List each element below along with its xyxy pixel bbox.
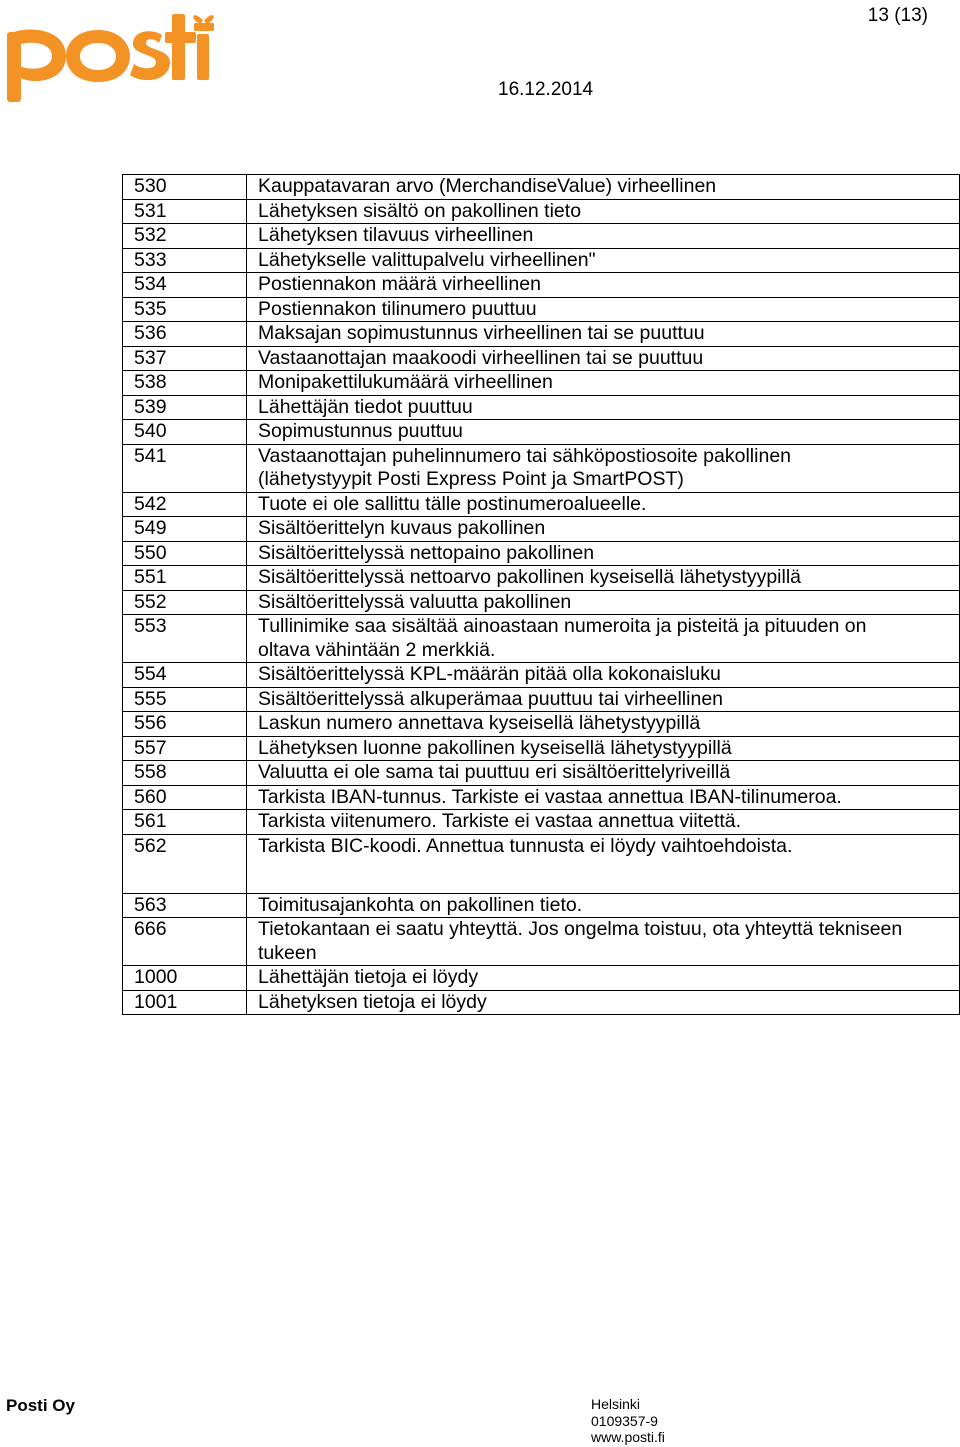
error-description: Monipakettilukumäärä virheellinen xyxy=(247,371,960,396)
table-row xyxy=(123,810,960,835)
table-row xyxy=(123,175,960,200)
error-description: Lähettäjän tiedot puuttuu xyxy=(247,395,960,420)
error-description: Lähetyksen luonne pakollinen kyseisellä lähetystyypillä xyxy=(247,736,960,761)
error-code: 532 xyxy=(123,224,247,249)
table-row xyxy=(123,541,960,566)
table-row xyxy=(123,785,960,810)
table-row xyxy=(123,918,960,966)
error-description: Maksajan sopimustunnus virheellinen tai se puuttuu xyxy=(247,322,960,347)
error-description: Sisältöerittelyssä KPL-määrän pitää olla kokonaisluku xyxy=(247,663,960,688)
document-date: 16.12.2014 xyxy=(498,79,594,100)
error-code: 531 xyxy=(123,199,247,224)
table-row xyxy=(123,346,960,371)
table-row xyxy=(123,736,960,761)
error-code: 556 xyxy=(123,712,247,737)
table-row xyxy=(123,834,960,893)
error-code: 541 xyxy=(123,444,247,492)
error-code: 549 xyxy=(123,517,247,542)
error-code: 563 xyxy=(123,893,247,918)
table-row xyxy=(123,893,960,918)
table-row xyxy=(123,712,960,737)
error-description: Sisältöerittelyssä alkuperämaa puuttuu tai virheellinen xyxy=(247,687,960,712)
error-description: Lähetyksen tilavuus virheellinen xyxy=(247,224,960,249)
error-description: Tuote ei ole sallittu tälle postinumeroalueelle. xyxy=(247,492,960,517)
table-row xyxy=(123,420,960,445)
table-row xyxy=(123,990,960,1015)
error-code: 554 xyxy=(123,663,247,688)
error-description: Laskun numero annettava kyseisellä lähetystyypillä xyxy=(247,712,960,737)
error-code: 530 xyxy=(123,175,247,200)
error-description: Lähetyksen tietoja ei löydy xyxy=(247,990,960,1015)
table-row xyxy=(123,322,960,347)
table-row xyxy=(123,663,960,688)
footer-company: Posti Oy xyxy=(6,1396,75,1415)
table-row xyxy=(123,199,960,224)
posti-logo xyxy=(4,4,216,104)
error-description: Lähetyksen sisältö on pakollinen tieto xyxy=(247,199,960,224)
error-code: 542 xyxy=(123,492,247,517)
error-description: Sisältöerittelyn kuvaus pakollinen xyxy=(247,517,960,542)
error-code: 551 xyxy=(123,566,247,591)
table-row xyxy=(123,761,960,786)
table-row xyxy=(123,444,960,492)
table-row xyxy=(123,224,960,249)
error-code: 552 xyxy=(123,590,247,615)
error-description: Sisältöerittelyssä valuutta pakollinen xyxy=(247,590,960,615)
error-code: 540 xyxy=(123,420,247,445)
error-code: 550 xyxy=(123,541,247,566)
error-code: 539 xyxy=(123,395,247,420)
error-description: Postiennakon tilinumero puuttuu xyxy=(247,297,960,322)
table-row xyxy=(123,492,960,517)
error-description: Tarkista IBAN-tunnus. Tarkiste ei vastaa annettua IBAN-tilinumeroa. xyxy=(247,785,960,810)
error-description: Sisältöerittelyssä nettopaino pakollinen xyxy=(247,541,960,566)
error-code: 557 xyxy=(123,736,247,761)
error-description: Lähetykselle valittupalvelu virheellinen" xyxy=(247,248,960,273)
error-description: Tarkista BIC-koodi. Annettua tunnusta ei löydy vaihtoehdoista. xyxy=(247,834,960,893)
error-code-table xyxy=(122,174,960,1015)
table-row xyxy=(123,248,960,273)
footer-website[interactable]: www.posti.fi xyxy=(591,1429,665,1445)
error-code: 536 xyxy=(123,322,247,347)
error-code: 538 xyxy=(123,371,247,396)
table-row xyxy=(123,615,960,663)
error-description: Kauppatavaran arvo (MerchandiseValue) virheellinen xyxy=(247,175,960,200)
error-description: Tietokantaan ei saatu yhteyttä. Jos ongelma toistuu, ota yhteyttä tekniseen tukeen xyxy=(247,918,960,966)
table-row xyxy=(123,590,960,615)
error-description: Tullinimike saa sisältää ainoastaan numeroita ja pisteitä ja pituuden on oltava vähintään 2 merkkiä. xyxy=(247,615,960,663)
error-code: 534 xyxy=(123,273,247,298)
error-code: 537 xyxy=(123,346,247,371)
error-description: Tarkista viitenumero. Tarkiste ei vastaa annettua viitettä. xyxy=(247,810,960,835)
error-description: Lähettäjän tietoja ei löydy xyxy=(247,966,960,991)
error-description: Valuutta ei ole sama tai puuttuu eri sisältöerittelyriveillä xyxy=(247,761,960,786)
error-code: 1000 xyxy=(123,966,247,991)
table-row xyxy=(123,517,960,542)
table-row xyxy=(123,966,960,991)
error-description: Sopimustunnus puuttuu xyxy=(247,420,960,445)
footer-city: Helsinki xyxy=(591,1396,641,1412)
error-code: 562 xyxy=(123,834,247,893)
footer-info xyxy=(591,1396,665,1446)
error-code: 533 xyxy=(123,248,247,273)
error-description: Vastaanottajan maakoodi virheellinen tai se puuttuu xyxy=(247,346,960,371)
table-row xyxy=(123,566,960,591)
error-code: 1001 xyxy=(123,990,247,1015)
table-row xyxy=(123,297,960,322)
table-row xyxy=(123,687,960,712)
table-row xyxy=(123,395,960,420)
error-code-rows xyxy=(123,175,960,1015)
error-description: Vastaanottajan puhelinnumero tai sähköpostiosoite pakollinen (lähetystyypit Posti Express Point ja SmartPOST) xyxy=(247,444,960,492)
error-code: 555 xyxy=(123,687,247,712)
table-row xyxy=(123,273,960,298)
table-row xyxy=(123,371,960,396)
error-description: Toimitusajankohta on pakollinen tieto. xyxy=(247,893,960,918)
footer-business-id: 0109357-9 xyxy=(591,1412,658,1429)
error-description: Sisältöerittelyssä nettoarvo pakollinen kyseisellä lähetystyypillä xyxy=(247,566,960,591)
error-code: 553 xyxy=(123,615,247,663)
error-code: 666 xyxy=(123,918,247,966)
error-code: 561 xyxy=(123,810,247,835)
error-code: 535 xyxy=(123,297,247,322)
page-number: 13 (13) xyxy=(867,5,928,26)
error-code: 558 xyxy=(123,761,247,786)
error-code: 560 xyxy=(123,785,247,810)
error-description: Postiennakon määrä virheellinen xyxy=(247,273,960,298)
